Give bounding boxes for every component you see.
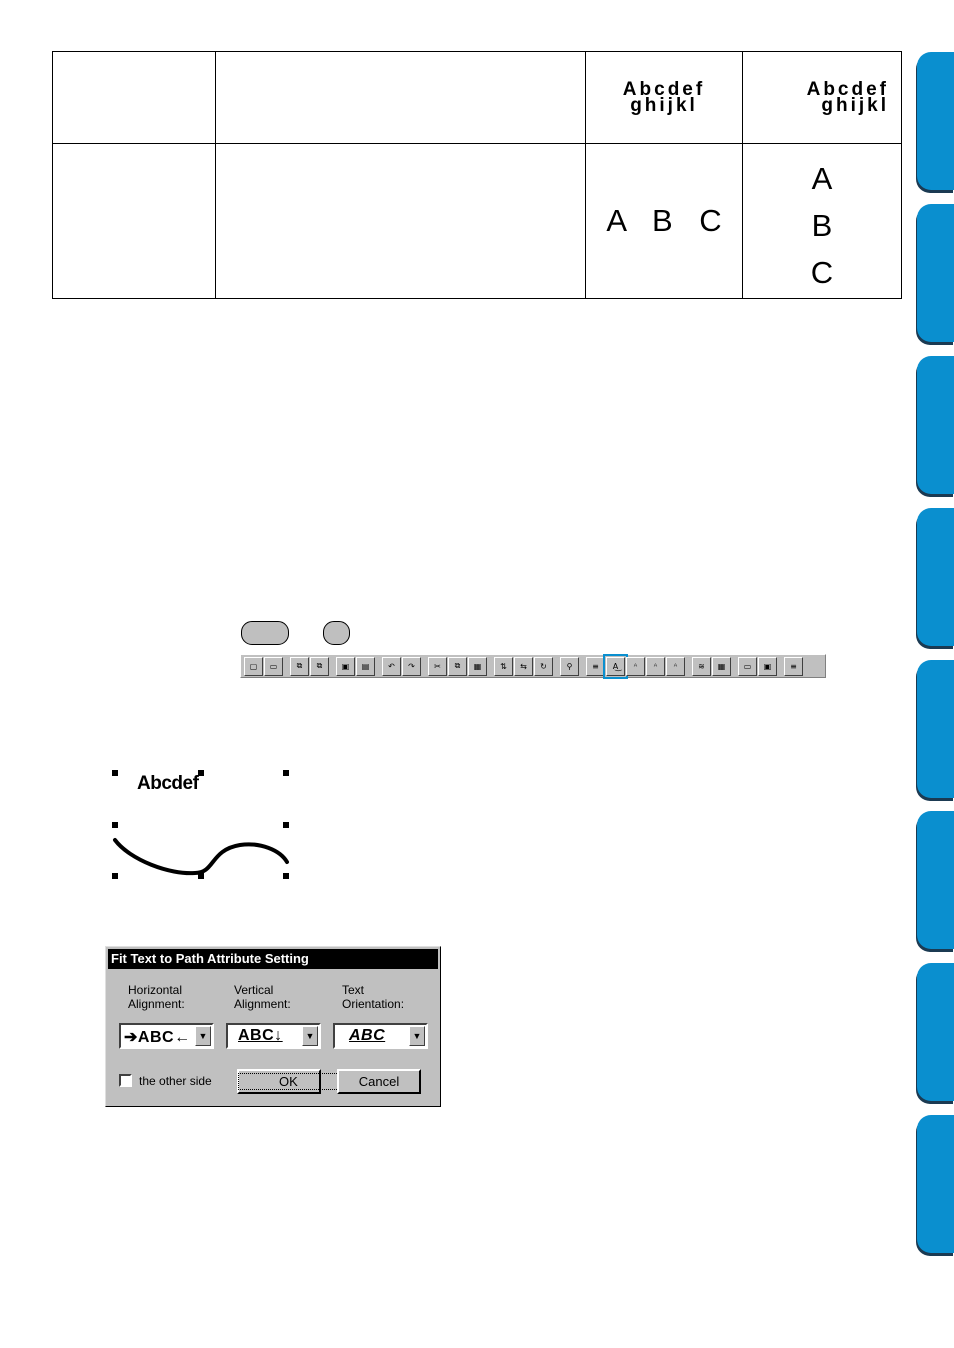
sample-letter: A xyxy=(811,160,833,196)
fit-text-to-path-dialog xyxy=(105,946,441,1107)
open-icon[interactable]: ▭ xyxy=(264,657,283,676)
sample-letter: C xyxy=(810,254,834,290)
write-card-icon[interactable]: ≡ xyxy=(784,657,803,676)
cancel-button[interactable]: Cancel xyxy=(337,1069,421,1094)
sample-line-2: ghijkl xyxy=(821,94,889,116)
sample-line-2: ghijkl xyxy=(630,94,698,116)
sample-horizontal-two-lines xyxy=(586,52,743,144)
release-text-icon[interactable]: ᴬ xyxy=(666,657,685,676)
magnify-icon[interactable]: ⚲ xyxy=(560,657,579,676)
side-tab-6[interactable] xyxy=(917,811,954,949)
the-other-side-label: the other side xyxy=(139,1074,212,1088)
font-layout-table xyxy=(52,51,902,299)
save-as-icon[interactable]: ▤ xyxy=(356,657,375,676)
side-tab-4[interactable] xyxy=(917,508,954,646)
sewing-order-icon[interactable]: ▦ xyxy=(712,657,731,676)
key-button-short[interactable] xyxy=(323,621,350,645)
toolbar xyxy=(240,654,826,678)
text-arrange-icon[interactable]: ᴬ xyxy=(646,657,665,676)
vertical-alignment-label: Vertical Alignment: xyxy=(234,983,291,1011)
side-tab-1[interactable] xyxy=(917,52,954,190)
table-cell xyxy=(216,144,586,299)
preview-icon[interactable]: ▣ xyxy=(758,657,777,676)
selection-handle[interactable] xyxy=(112,770,118,776)
side-tab-2[interactable] xyxy=(917,204,954,342)
copy-icon[interactable]: ⧉ xyxy=(448,657,467,676)
sample-horizontal-right xyxy=(743,52,902,144)
horizontal-alignment-select[interactable]: ➔ABC← ▼ xyxy=(119,1023,214,1049)
export-icon[interactable]: ⧉ xyxy=(310,657,329,676)
paste-icon[interactable]: ▦ xyxy=(468,657,487,676)
rotate-icon[interactable]: ↻ xyxy=(534,657,553,676)
dialog-title: Fit Text to Path Attribute Setting xyxy=(108,949,438,969)
text-attribute-icon[interactable]: ≡ xyxy=(586,657,605,676)
text-orientation-select[interactable]: ABC ▼ xyxy=(333,1023,428,1049)
selection-handle[interactable] xyxy=(198,770,204,776)
table-cell xyxy=(216,52,586,144)
sample-text: Abcdef xyxy=(137,773,199,794)
ok-button[interactable]: OK xyxy=(237,1069,321,1094)
chevron-down-icon[interactable]: ▼ xyxy=(409,1026,425,1046)
save-icon[interactable]: ▣ xyxy=(336,657,355,676)
sewing-attribute-icon[interactable]: ≋ xyxy=(692,657,711,676)
text-orientation-label: Text Orientation: xyxy=(342,983,405,1011)
import-icon[interactable]: ⧉ xyxy=(290,657,309,676)
selection-handle[interactable] xyxy=(112,873,118,879)
chevron-down-icon[interactable]: ▼ xyxy=(195,1026,211,1046)
mirror-vertical-icon[interactable]: ⇅ xyxy=(494,657,513,676)
new-icon[interactable]: ▢ xyxy=(244,657,263,676)
redo-icon[interactable]: ↷ xyxy=(402,657,421,676)
the-other-side-checkbox[interactable] xyxy=(119,1074,132,1087)
selection-handle[interactable] xyxy=(283,873,289,879)
table-row xyxy=(53,144,902,299)
side-tab-3[interactable] xyxy=(917,356,954,494)
vertical-alignment-select[interactable]: ABC↓ ▼ xyxy=(226,1023,321,1049)
selection-handle[interactable] xyxy=(283,822,289,828)
selection-handle[interactable] xyxy=(112,822,118,828)
selection-handle[interactable] xyxy=(198,873,204,879)
cut-icon[interactable]: ✂ xyxy=(428,657,447,676)
transform-text-icon[interactable]: ᴬ xyxy=(626,657,645,676)
sample-line-1: Abcdef xyxy=(806,78,889,100)
selection-handle[interactable] xyxy=(283,770,289,776)
chevron-down-icon[interactable]: ▼ xyxy=(302,1026,318,1046)
table-row xyxy=(53,52,902,144)
side-tab-7[interactable] xyxy=(917,963,954,1101)
sample-line-1: Abcdef xyxy=(622,78,706,100)
undo-icon[interactable]: ↶ xyxy=(382,657,401,676)
side-tab-5[interactable] xyxy=(917,660,954,798)
design-property-icon[interactable]: ▭ xyxy=(738,657,757,676)
sample-horizontal-abc: A B C xyxy=(586,144,743,299)
horizontal-alignment-label: Horizontal Alignment: xyxy=(128,983,185,1011)
fit-text-to-path-icon[interactable]: A͜ xyxy=(606,657,625,676)
key-button-long[interactable] xyxy=(241,621,289,645)
sample-vertical-abc xyxy=(743,144,902,299)
table-cell xyxy=(53,52,216,144)
table-cell xyxy=(53,144,216,299)
sample-letter: B xyxy=(811,207,833,243)
mirror-horizontal-icon[interactable]: ⇆ xyxy=(514,657,533,676)
side-tab-8[interactable] xyxy=(917,1115,954,1253)
